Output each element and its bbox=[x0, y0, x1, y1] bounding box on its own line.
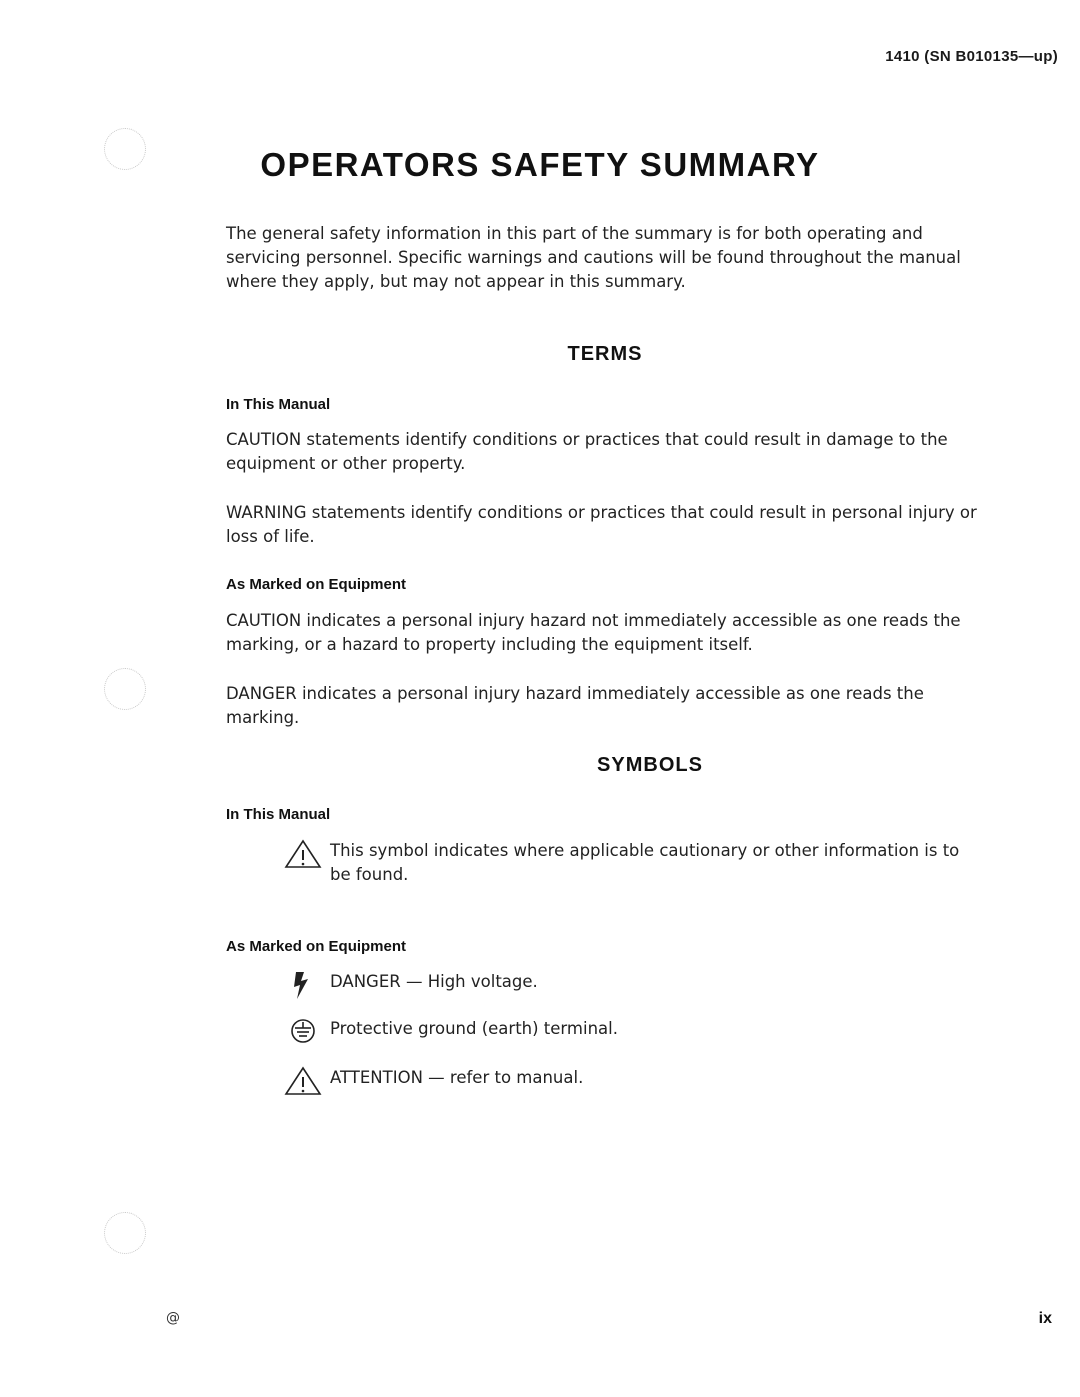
attention-triangle-icon bbox=[284, 1066, 322, 1096]
page-number: ix bbox=[1038, 1310, 1052, 1327]
symbol-attention-text: ATTENTION — refer to manual. bbox=[330, 1068, 584, 1087]
terms-heading: TERMS bbox=[567, 343, 643, 365]
symbols-in-this-manual-label: In This Manual bbox=[226, 806, 331, 823]
terms-marked-caution-paragraph: CAUTION indicates a personal injury hazard not immediately accessible as one reads the marking, or a hazard to property including the equipment itself. bbox=[226, 611, 961, 654]
lightning-bolt-icon bbox=[284, 970, 322, 1000]
caution-triangle-icon bbox=[284, 839, 322, 869]
terms-warning-paragraph: WARNING statements identify conditions or practices that could result in personal injury or loss of life. bbox=[226, 503, 977, 546]
terms-marked-danger-paragraph: DANGER indicates a personal injury hazard immediately accessible as one reads the marking. bbox=[226, 684, 924, 727]
symbols-as-marked-label: As Marked on Equipment bbox=[226, 938, 407, 955]
terms-in-this-manual-label: In This Manual bbox=[226, 396, 331, 413]
footer-mark: @ bbox=[166, 1310, 180, 1326]
symbol-row-attention bbox=[284, 1066, 583, 1096]
symbol-caution-text: This symbol indicates where applicable cautionary or other information is to be found. bbox=[330, 841, 960, 884]
symbol-row-high-voltage bbox=[284, 970, 538, 1000]
symbol-ground-text: Protective ground (earth) terminal. bbox=[330, 1019, 618, 1038]
ground-terminal-icon bbox=[284, 1017, 322, 1047]
document-model-id: 1410 (SN B010135—up) bbox=[885, 48, 1058, 65]
terms-caution-paragraph: CAUTION statements identify conditions or practices that could result in damage to the equipment or other property. bbox=[226, 430, 948, 473]
symbol-row-ground bbox=[284, 1017, 618, 1047]
symbol-high-voltage-text: DANGER — High voltage. bbox=[330, 972, 538, 991]
symbol-row-caution bbox=[284, 839, 984, 887]
terms-as-marked-label: As Marked on Equipment bbox=[226, 576, 407, 593]
punch-hole-bottom bbox=[104, 1212, 146, 1254]
punch-hole-middle bbox=[104, 668, 146, 710]
symbols-heading: SYMBOLS bbox=[597, 754, 703, 776]
intro-paragraph: The general safety information in this part of the summary is for both operating and servicing personnel. Specific warnings and cautions will be found throughout the manual where they apply, but may not appear in this summary. bbox=[226, 224, 961, 291]
page-title: OPERATORS SAFETY SUMMARY bbox=[260, 146, 820, 183]
